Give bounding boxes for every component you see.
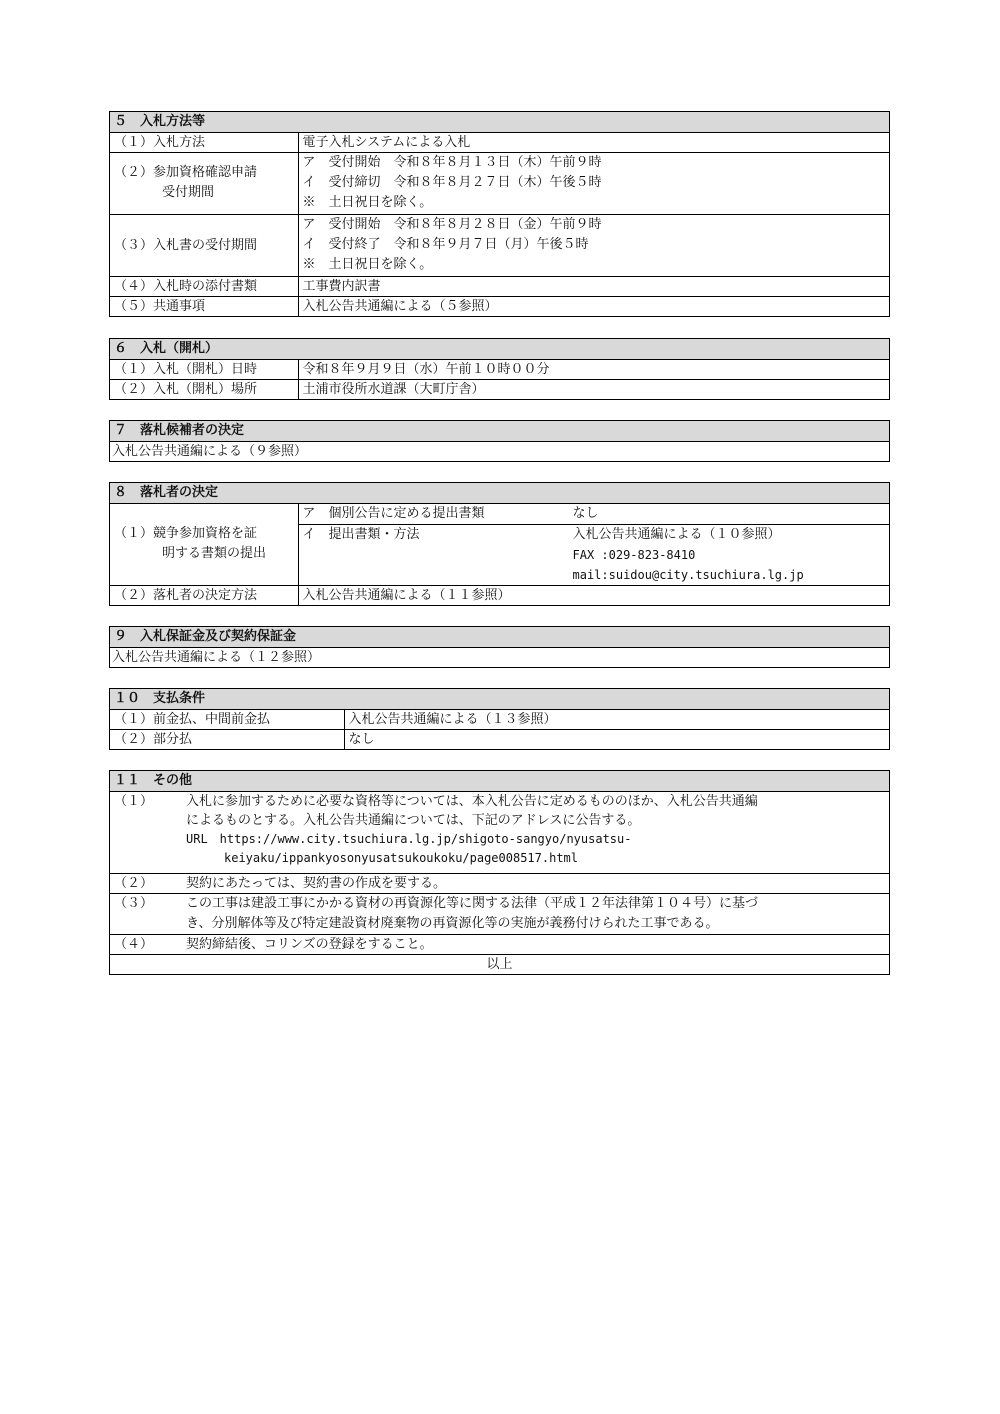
other-item-2-number: （２） [110, 873, 186, 893]
partial-payment-label: （２）部分払 [110, 729, 344, 749]
section-7 [109, 420, 890, 462]
section-7-title: ７ 落札候補者の決定 [110, 421, 889, 441]
opening-place-value: 土浦市役所水道課（大町庁舎） [298, 379, 889, 399]
section-9 [109, 626, 890, 668]
section-6 [109, 338, 890, 400]
section-9-title: ９ 入札保証金及び契約保証金 [110, 627, 889, 647]
bidding-method-label: （１）入札方法 [110, 132, 298, 152]
application-period-value: ア 受付開始 令和８年８月１３日（木）午前９時 イ 受付締切 令和８年８月２７日（木）午後５時 ※ 土日祝日を除く。 [298, 152, 889, 214]
document-end-mark: 以上 [110, 954, 889, 974]
submission-method-value: 入札公告共通編による（１０参照） FAX :029-823-8410 mail:suidou@city.tsuchiura.lg.jp [572, 526, 804, 582]
common-items-label: （５）共通事項 [110, 296, 298, 316]
attached-documents-label: （４）入札時の添付書類 [110, 276, 298, 296]
advance-payment-label: （１）前金払、中間前金払 [110, 709, 344, 729]
qualification-docs-value [298, 503, 889, 585]
qualification-docs-label: （１）競争参加資格を証 明する書類の提出 [110, 503, 298, 585]
other-item-4-text: 契約締結後、コリンズの登録をすること。 [186, 934, 889, 954]
section-7-body: 入札公告共通編による（９参照） [110, 441, 889, 461]
other-item-3-number: （３） [110, 893, 186, 934]
section-5-title: ５ 入札方法等 [110, 112, 889, 132]
other-item-3-text: この工事は建設工事にかかる資材の再資源化等に関する法律（平成１２年法律第１０４号）に基づ き、分別解体等及び特定建設資材廃棄物の再資源化等の実施が義務付けられた工事である。 [186, 893, 889, 934]
section-11 [109, 770, 890, 975]
other-item-4-number: （４） [110, 934, 186, 954]
other-item-2-text: 契約にあたっては、契約書の作成を要する。 [186, 873, 889, 893]
winner-method-value: 入札公告共通編による（１１参照） [298, 585, 889, 605]
bid-receipt-period-label: （３）入札書の受付期間 [110, 214, 298, 276]
section-6-title: ６ 入札（開札） [110, 339, 889, 359]
opening-place-label: （２）入札（開札）場所 [110, 379, 298, 399]
section-5 [109, 111, 890, 317]
section-9-body: 入札公告共通編による（１２参照） [110, 647, 889, 667]
submission-method-label: イ 提出書類・方法 [302, 526, 420, 542]
opening-datetime-value: 令和８年９月９日（水）午前１０時００分 [298, 359, 889, 379]
partial-payment-value: なし [344, 729, 889, 749]
winner-method-label: （２）落札者の決定方法 [110, 585, 298, 605]
application-period-label: （２）参加資格確認申請 受付期間 [110, 152, 298, 214]
other-item-1-text: 入札に参加するために必要な資格等については、本入札公告に定めるもののほか、入札公告共通編 によるものとする。入札公告共通編については、下記のアドレスに公告する。 URL https://www.city.tsuchiura.lg.jp/shigoto-sangyo/nyusatsu- keiyaku/ippankyosonyusatsukoukoku/page008517.html [186, 791, 889, 873]
bid-receipt-period-value: ア 受付開始 令和８年８月２８日（金）午前９時 イ 受付終了 令和８年９月７日（月）午後５時 ※ 土日祝日を除く。 [298, 214, 889, 276]
common-items-value: 入札公告共通編による（５参照） [298, 296, 889, 316]
section-11-title: １１ その他 [110, 771, 889, 791]
individual-docs-label: ア 個別公告に定める提出書類 [302, 505, 485, 521]
opening-datetime-label: （１）入札（開札）日時 [110, 359, 298, 379]
section-8 [109, 482, 890, 606]
individual-docs-value: なし [572, 505, 599, 521]
bidding-method-value: 電子入札システムによる入札 [298, 132, 889, 152]
advance-payment-value: 入札公告共通編による（１３参照） [344, 709, 889, 729]
other-item-1-number: （１） [110, 791, 186, 873]
section-10 [109, 688, 890, 750]
attached-documents-value: 工事費内訳書 [298, 276, 889, 296]
section-8-title: ８ 落札者の決定 [110, 483, 889, 503]
section-10-title: １０ 支払条件 [110, 689, 889, 709]
